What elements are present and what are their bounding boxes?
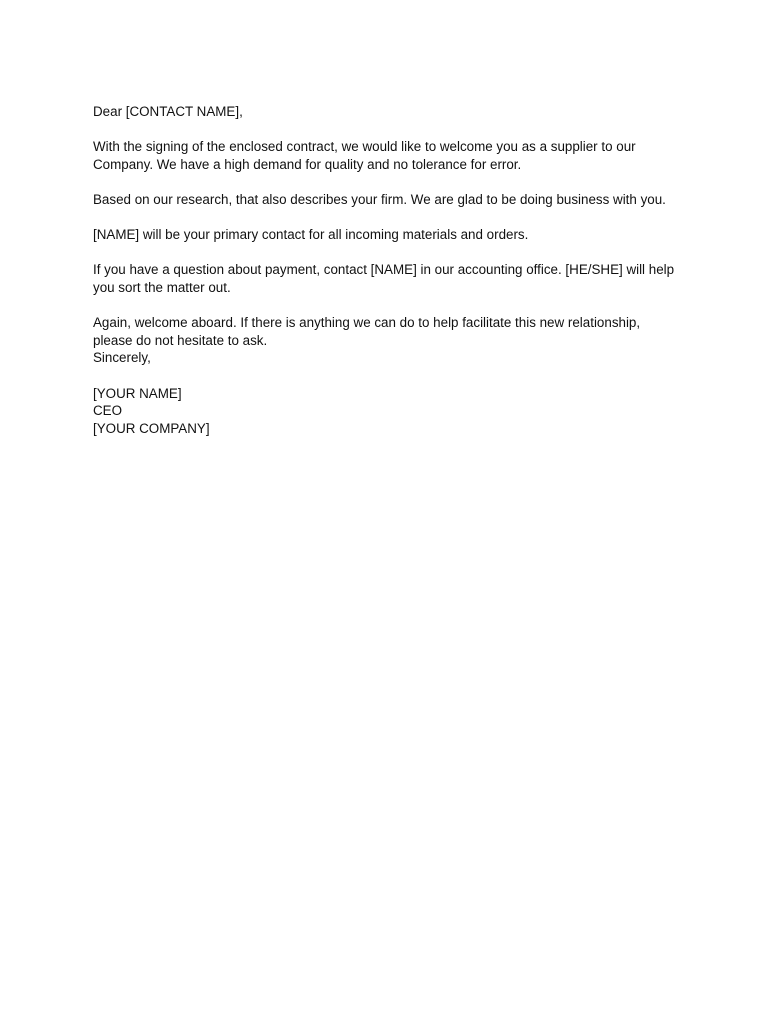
paragraph-welcome: With the signing of the enclosed contract, we would like to welcome you as a supplier to our Company. We have a high demand for quality and no tolerance for error. (93, 139, 636, 172)
signature-title: CEO (93, 403, 123, 419)
paragraph-primary-contact: [NAME] will be your primary contact for all incoming materials and orders. (93, 227, 529, 243)
signature-company: [YOUR COMPANY] (93, 420, 210, 436)
paragraph-payment: If you have a question about payment, contact [NAME] in our accounting office. [HE/SHE] will help you sort the matter out. (93, 262, 675, 295)
signature-block (93, 385, 683, 438)
paragraph-research: Based on our research, that also describes your firm. We are glad to be doing business with you. (93, 191, 666, 207)
signature-name: [YOUR NAME] (93, 385, 182, 401)
closing: Sincerely, (93, 350, 151, 366)
salutation: Dear [CONTACT NAME], (93, 104, 243, 119)
letter-body (93, 103, 683, 437)
paragraph-welcome-aboard: Again, welcome aboard. If there is anything we can do to help facilitate this new relationship, please do not hesitate to ask. (93, 315, 641, 348)
